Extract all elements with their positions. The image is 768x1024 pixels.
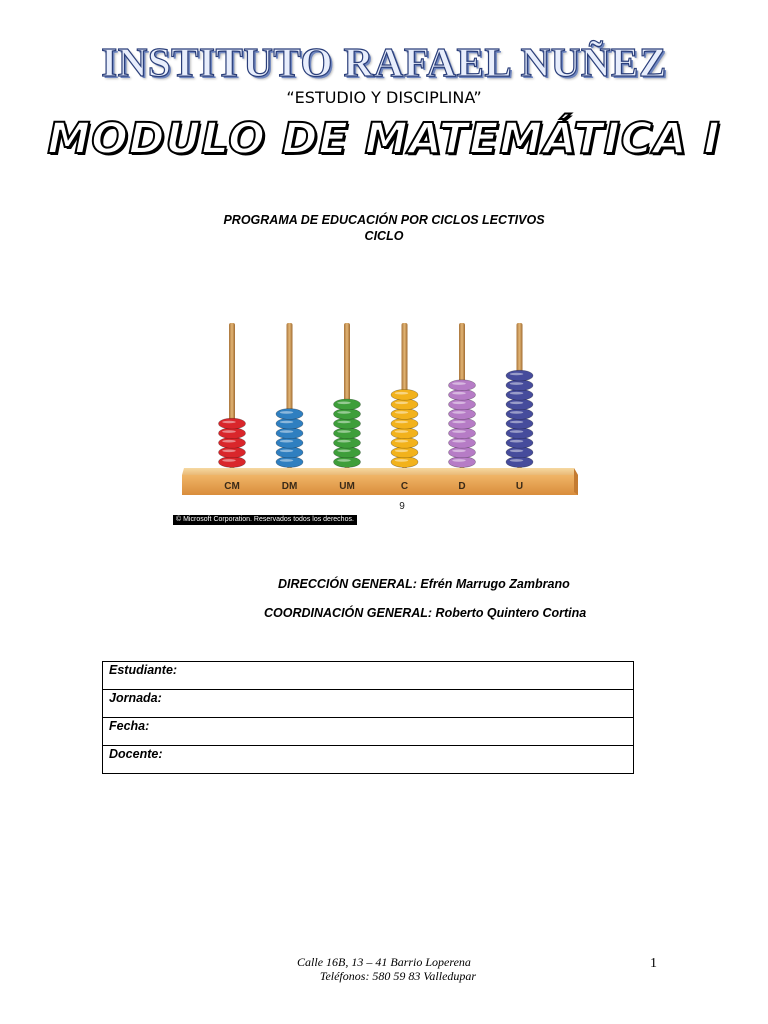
abacus-bead-shine — [510, 421, 524, 424]
abacus-bead-shine — [510, 382, 524, 385]
student-info-table — [102, 661, 634, 774]
program-line-1: PROGRAMA DE EDUCACIÓN POR CICLOS LECTIVOS — [223, 213, 545, 227]
footer-address: Calle 16B, 13 – 41 Barrio Loperena — [297, 955, 471, 969]
abacus-bead-shine — [452, 411, 466, 414]
abacus-bead-c — [391, 447, 418, 458]
abacus-bead-cm — [219, 457, 246, 468]
abacus-bead-shine — [337, 430, 351, 433]
abacus-image — [170, 318, 590, 538]
table-row — [103, 718, 634, 746]
abacus-bead-u — [506, 457, 533, 468]
abacus-bead-shine — [222, 450, 236, 453]
abacus-bead-u — [506, 437, 533, 448]
abacus-bead-um — [334, 399, 361, 410]
abacus-bead-shine — [337, 402, 351, 405]
copyright-notice: © Microsoft Corporation. Reservados todos los derechos. — [173, 515, 357, 525]
abacus-bead-c — [391, 389, 418, 400]
student-field[interactable]: Estudiante: — [103, 662, 634, 690]
abacus-bead-u — [506, 380, 533, 391]
abacus-bead-shine — [510, 450, 524, 453]
abacus-bead-shine — [337, 421, 351, 424]
footer-phones: Teléfonos: 580 59 83 Valledupar — [319, 969, 477, 983]
abacus-bead-c — [391, 399, 418, 410]
abacus-bead-shine — [452, 382, 466, 385]
abacus-bead-shine — [280, 450, 294, 453]
abacus-label-um: UM — [339, 481, 355, 492]
abacus-bead-shine — [510, 402, 524, 405]
abacus-columns — [219, 323, 534, 492]
direction-name: Efrén Marrugo Zambrano — [420, 577, 570, 591]
abacus-bead-shine — [510, 440, 524, 443]
abacus-bead-shine — [280, 421, 294, 424]
abacus-label-u: U — [515, 481, 524, 492]
abacus-bead-shine — [337, 459, 351, 462]
abacus-label-cm: CM — [224, 481, 240, 492]
abacus-bead-cm — [219, 437, 246, 448]
abacus-bead-d — [449, 428, 476, 439]
table-row — [103, 746, 634, 774]
abacus-bead-shine — [452, 430, 466, 433]
abacus-bead-d — [449, 409, 476, 420]
abacus-bead-shine — [222, 430, 236, 433]
page-number: 1 — [650, 956, 657, 971]
abacus-label-c: C — [400, 481, 409, 492]
abacus-bead-shine — [395, 459, 409, 462]
coordination-name: Roberto Quintero Cortina — [435, 606, 587, 620]
abacus-bead-shine — [395, 440, 409, 443]
abacus-bead-um — [334, 437, 361, 448]
abacus-bead-um — [334, 447, 361, 458]
date-field[interactable]: Fecha: — [103, 718, 634, 746]
abacus-bead-dm — [276, 457, 303, 468]
abacus-bead-shine — [510, 459, 524, 462]
coordination-line — [264, 606, 586, 620]
abacus-base-side — [574, 468, 578, 495]
abacus-bead-shine — [510, 373, 524, 376]
abacus-base-top — [182, 468, 578, 475]
abacus-bead-shine — [280, 430, 294, 433]
institution-title: INSTITUTO RAFAEL NUÑEZ — [101, 39, 667, 85]
abacus-bead-d — [449, 437, 476, 448]
table-row — [103, 690, 634, 718]
abacus-bead-shine — [222, 421, 236, 424]
abacus-bead-d — [449, 399, 476, 410]
abacus-bead-shine — [510, 392, 524, 395]
abacus-bead-d — [449, 389, 476, 400]
abacus-bead-cm — [219, 418, 246, 429]
abacus-bead-um — [334, 428, 361, 439]
abacus-label-d: D — [458, 481, 466, 492]
abacus-bead-shine — [395, 421, 409, 424]
abacus-bead-shine — [280, 440, 294, 443]
abacus-bead-shine — [452, 421, 466, 424]
abacus-bead-dm — [276, 437, 303, 448]
abacus-bead-d — [449, 380, 476, 391]
abacus-bead-dm — [276, 409, 303, 420]
abacus-bead-shine — [452, 459, 466, 462]
abacus-bead-shine — [452, 450, 466, 453]
abacus-bead-shine — [395, 430, 409, 433]
direction-line — [278, 577, 570, 591]
shift-field[interactable]: Jornada: — [103, 690, 634, 718]
abacus-bead-d — [449, 457, 476, 468]
coordination-label: COORDINACIÓN GENERAL: — [264, 606, 433, 620]
abacus-bead-c — [391, 437, 418, 448]
abacus-bead-shine — [280, 459, 294, 462]
abacus-bead-u — [506, 409, 533, 420]
abacus-bead-u — [506, 389, 533, 400]
module-title: MODULO DE MATEMÁTICA I — [47, 114, 721, 164]
abacus-bead-shine — [510, 411, 524, 414]
abacus-bead-shine — [395, 411, 409, 414]
abacus-bead-c — [391, 428, 418, 439]
abacus-bead-um — [334, 457, 361, 468]
abacus-bead-u — [506, 370, 533, 381]
abacus-bead-shine — [222, 440, 236, 443]
abacus-bead-c — [391, 457, 418, 468]
abacus-bead-shine — [395, 402, 409, 405]
abacus-bead-cm — [219, 447, 246, 458]
abacus-bead-shine — [337, 411, 351, 414]
table-row — [103, 662, 634, 690]
abacus-bead-shine — [395, 450, 409, 453]
abacus-bead-cm — [219, 428, 246, 439]
abacus-bead-um — [334, 418, 361, 429]
abacus-bead-u — [506, 399, 533, 410]
abacus-bead-u — [506, 418, 533, 429]
teacher-field[interactable]: Docente: — [103, 746, 634, 774]
abacus-bead-shine — [222, 459, 236, 462]
abacus-label-dm: DM — [281, 481, 298, 492]
abacus-bead-dm — [276, 447, 303, 458]
abacus-bead-dm — [276, 418, 303, 429]
abacus-bead-dm — [276, 428, 303, 439]
abacus-bead-u — [506, 447, 533, 458]
abacus-bead-c — [391, 409, 418, 420]
abacus-bead-shine — [337, 440, 351, 443]
abacus-bead-shine — [337, 450, 351, 453]
motto: “ESTUDIO Y DISCIPLINA” — [286, 88, 482, 107]
abacus-bead-shine — [395, 392, 409, 395]
abacus-bead-shine — [510, 430, 524, 433]
abacus-caption: 9 — [399, 501, 405, 512]
abacus-bead-shine — [452, 392, 466, 395]
abacus-bead-d — [449, 447, 476, 458]
direction-label: DIRECCIÓN GENERAL: — [278, 577, 417, 591]
program-line-2: CICLO — [364, 229, 404, 243]
abacus-bead-shine — [452, 402, 466, 405]
abacus-bead-shine — [280, 411, 294, 414]
abacus-bead-c — [391, 418, 418, 429]
abacus-bead-d — [449, 418, 476, 429]
abacus-bead-um — [334, 409, 361, 420]
abacus-bead-shine — [452, 440, 466, 443]
abacus-bead-u — [506, 428, 533, 439]
